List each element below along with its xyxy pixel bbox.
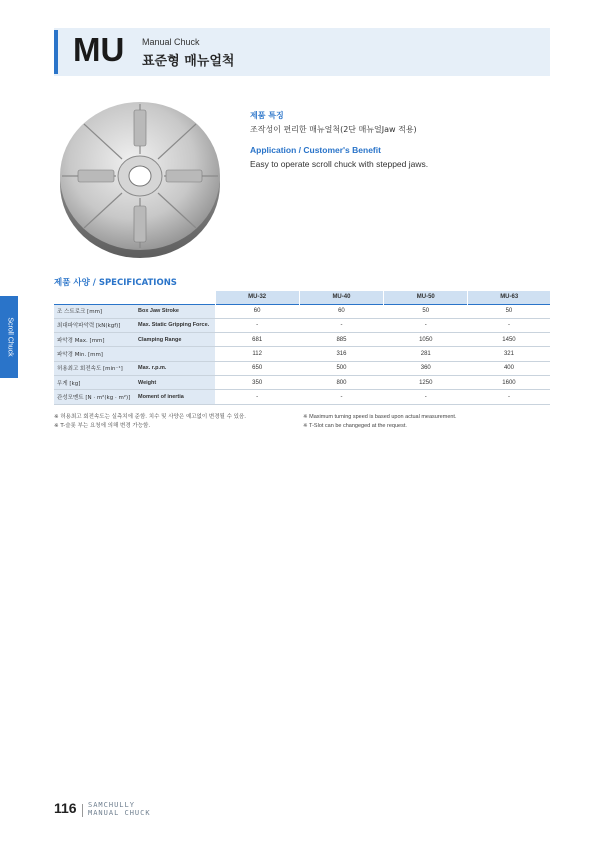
row-label-korean: 파악경 Min. [mm]	[54, 347, 132, 361]
table-cell: 321	[468, 347, 550, 361]
table-cell: 1600	[468, 375, 550, 389]
table-cell: 316	[299, 347, 383, 361]
table-cell: 112	[215, 347, 299, 361]
table-cell: 400	[468, 361, 550, 375]
table-cell: -	[299, 318, 383, 332]
table-cell: -	[299, 390, 383, 404]
title-banner	[54, 28, 550, 76]
subtitle-korean: 표준형 매뉴얼척	[142, 54, 235, 69]
table-cell: 681	[215, 333, 299, 347]
table-cell: -	[384, 318, 468, 332]
table-cell: 1250	[384, 375, 468, 389]
table-row	[54, 333, 550, 347]
features-title-korean: 제품 특징	[250, 111, 284, 120]
notes-korean	[54, 413, 246, 431]
table-row	[54, 318, 550, 332]
table-cell: 360	[384, 361, 468, 375]
table-cell: 50	[468, 304, 550, 318]
features-text-korean: 조작성이 편리한 매뉴얼척(2단 매뉴얼Jaw 적용)	[250, 125, 417, 134]
note-line: ※ 허용최고 회전속도는 실측치에 준함. 치수 및 사양은 예고없이 변경될 수 있음.	[54, 414, 247, 420]
manual-chuck-image	[58, 96, 223, 261]
brand-name: SAMCHULLY	[88, 801, 135, 809]
features-text-english: Easy to operate scroll chuck with stepped jaws.	[250, 159, 429, 169]
table-row	[54, 361, 550, 375]
column-header: MU-40	[299, 291, 383, 304]
row-label-english: Moment of inertia	[132, 390, 215, 404]
table-cell: 500	[299, 361, 383, 375]
table-header-row	[54, 291, 550, 304]
table-cell: -	[215, 318, 299, 332]
brand-tagline: MANUAL CHUCK	[88, 809, 151, 817]
row-label-korean: 관성모멘트 [N · m²(kg · m²)]	[54, 390, 132, 404]
table-cell: 60	[299, 304, 383, 318]
footer-divider	[82, 804, 83, 817]
table-cell: 1050	[384, 333, 468, 347]
row-label-english: Box Jaw Stroke	[132, 304, 215, 318]
row-label-korean: 최대파악파악력 [kN(kgf)]	[54, 318, 132, 332]
column-header: MU-32	[215, 291, 299, 304]
specifications-title: 제품 사양 / SPECIFICATIONS	[54, 278, 177, 288]
model-name: MU	[73, 31, 125, 68]
table-row	[54, 347, 550, 361]
table-cell: -	[384, 390, 468, 404]
row-label-english: Max. Static Gripping Force.	[132, 318, 215, 332]
specifications-table	[54, 291, 550, 405]
section-side-tab	[0, 296, 18, 378]
table-cell: 350	[215, 375, 299, 389]
row-label-english	[132, 347, 215, 361]
subtitle-english: Manual Chuck	[142, 37, 200, 47]
row-label-korean: 조 스트로크 [mm]	[54, 304, 132, 318]
table-row	[54, 304, 550, 318]
table-cell: -	[215, 390, 299, 404]
brand-logo	[88, 801, 151, 817]
title-accent-bar	[54, 30, 58, 74]
column-header: MU-63	[468, 291, 550, 304]
row-label-korean: 허용최고 회전속도 [min⁻¹]	[54, 361, 132, 375]
note-line: ※ T-슬롯 부는 요청에 의해 변경 가능함.	[54, 423, 151, 429]
page-number: 116	[54, 800, 77, 816]
table-cell: 60	[215, 304, 299, 318]
features-title-english: Application / Customer's Benefit	[250, 145, 381, 155]
row-label-english: Weight	[132, 375, 215, 389]
table-cell: 650	[215, 361, 299, 375]
table-cell: 800	[299, 375, 383, 389]
table-cell: 50	[384, 304, 468, 318]
note-line: ※ T-Slot can be changeged at the request.	[303, 423, 407, 429]
note-line: ※ Maximum turning speed is based upon actual measurement.	[303, 414, 457, 420]
table-row	[54, 375, 550, 389]
table-cell: -	[468, 318, 550, 332]
side-tab-label: Scroll Chuck	[6, 317, 14, 357]
table-cell: 1450	[468, 333, 550, 347]
table-row	[54, 390, 550, 404]
row-label-korean: 무게 [kg]	[54, 375, 132, 389]
row-label-english: Max. r.p.m.	[132, 361, 215, 375]
table-cell: 281	[384, 347, 468, 361]
column-header: MU-50	[384, 291, 468, 304]
table-cell: 885	[299, 333, 383, 347]
row-label-korean: 파악경 Max. [mm]	[54, 333, 132, 347]
table-cell: -	[468, 390, 550, 404]
notes-english	[303, 413, 457, 431]
row-label-english: Clamping Range	[132, 333, 215, 347]
